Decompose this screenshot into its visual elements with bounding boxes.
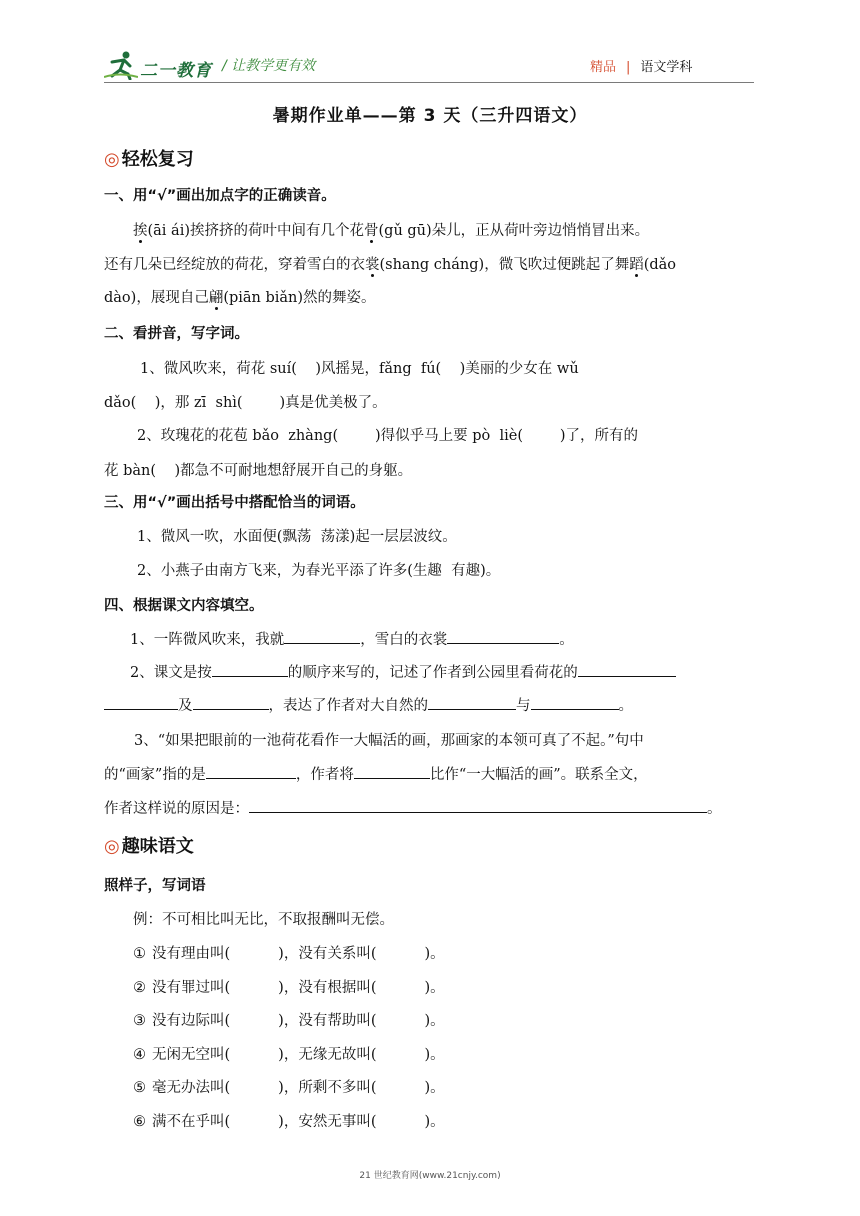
- item-text-c: )。: [424, 946, 445, 962]
- item-text-a: 毫无办法叫(: [152, 1080, 231, 1096]
- section-fun-heading: ◎ 趣味语文: [104, 836, 194, 857]
- item-text-a: 满不在乎叫(: [152, 1113, 231, 1130]
- q4-heading: 四、根据课文内容填空。: [104, 598, 264, 614]
- logo-text: 二一教育: [140, 61, 212, 81]
- fun-subheading: 照样子，写词语: [104, 878, 206, 894]
- header-separator: |: [626, 60, 631, 75]
- slogan: / 让教学更有效: [222, 58, 316, 74]
- q1-line-3: dào)，展现自己翩(piān biǎn)然的舞姿。: [104, 290, 376, 306]
- q4-item-3a: 3、“如果把眼前的一池荷花看作一大幅活的画，那画家的本领可真了不起。”句中: [134, 733, 644, 749]
- q2-item-2a: 2、玫瑰花的花苞 bǎo zhàng( )得似乎马上要 pò liè( )了，所有的: [137, 428, 639, 444]
- header-divider: [104, 82, 754, 83]
- q4-item-3b: 的“画家”指的是 ，作者将 比作“一大幅活的画”。联系全文，: [104, 763, 648, 784]
- item-number: ③: [133, 1013, 146, 1029]
- q2-item-1a: 1、微风吹来，荷花 suí( )风摇晃，fǎng fú( )美丽的少女在 wǔ: [140, 361, 579, 377]
- item-text-b: )，无缘无故叫(: [278, 1046, 377, 1063]
- list-item: [133, 1009, 445, 1030]
- item-number: ②: [133, 979, 146, 996]
- q3-item-2: 2、小燕子由南方飞来，为春光平添了许多(生趣 有趣)。: [137, 563, 501, 579]
- list-item: [133, 976, 445, 997]
- double-circle-icon: ◎: [104, 836, 120, 857]
- item-number: ⑥: [133, 1113, 146, 1130]
- q4-item-1: 1、一阵微风吹来，我就 ，雪白的衣裳 。: [130, 628, 574, 649]
- item-text-b: )，没有帮助叫(: [278, 1013, 377, 1029]
- item-number: ①: [133, 946, 146, 962]
- item-text-c: )。: [424, 1113, 445, 1130]
- q2-item-1b: dǎo( )，那 zī shì( )真是优美极了。: [104, 395, 387, 411]
- item-number: ⑤: [133, 1080, 146, 1096]
- q4-item-3c: 作者这样说的原因是： 。: [104, 797, 722, 818]
- double-circle-icon: ◎: [104, 149, 120, 170]
- item-text-a: 无闲无空叫(: [152, 1046, 231, 1063]
- q4-item-2b: 及 ，表达了作者对大自然的 与 。: [104, 694, 633, 715]
- page-title: 暑期作业单——第 3 天（三升四语文）: [272, 106, 588, 126]
- item-text-b: )，没有根据叫(: [278, 979, 377, 996]
- item-text-b: )，没有关系叫(: [278, 946, 377, 962]
- q4-item-2a: 2、课文是按 的顺序来写的，记述了作者到公园里看荷花的: [130, 661, 676, 682]
- q3-heading: 三、用“√”画出括号中搭配恰当的词语。: [104, 495, 365, 511]
- logo: [104, 50, 216, 80]
- item-text-c: )。: [424, 1013, 445, 1029]
- item-number: ④: [133, 1046, 146, 1063]
- q1-line-1: 挨(āi ái)挨挤挤的荷叶中间有几个花骨(gǔ gū)朵儿，正从荷叶旁边悄悄冒出来。: [133, 223, 650, 239]
- list-item: [133, 1110, 445, 1131]
- runner-logo-icon: [104, 50, 138, 80]
- item-text-a: 没有边际叫(: [152, 1013, 231, 1029]
- item-text-c: )。: [424, 1080, 445, 1096]
- q2-item-2b: 花 bàn( )都急不可耐地想舒展开自己的身躯。: [104, 463, 413, 479]
- fun-example: 例：不可相比叫无比，不取报酬叫无偿。: [133, 912, 394, 928]
- q3-item-1: 1、微风一吹，水面便(飘荡 荡漾)起一层层波纹。: [137, 529, 457, 545]
- footer: 21 世纪教育网(www.21cnjy.com): [359, 1171, 501, 1181]
- item-text-b: )，安然无事叫(: [278, 1113, 377, 1130]
- item-text-c: )。: [424, 1046, 445, 1063]
- q2-heading: 二、看拼音，写字词。: [104, 326, 249, 342]
- header-right: [590, 56, 692, 75]
- item-text-a: 没有罪过叫(: [152, 979, 231, 996]
- q1-heading: 一、用“√”画出加点字的正确读音。: [104, 188, 336, 204]
- quality-badge: 精品: [590, 60, 617, 75]
- item-text-a: 没有理由叫(: [152, 946, 231, 962]
- list-item: [133, 1076, 445, 1097]
- section-review-heading: ◎ 轻松复习: [104, 149, 194, 170]
- q1-line-2: 还有几朵已经绽放的荷花，穿着雪白的衣裳(shang cháng)，微飞吹过便跳起了舞蹈(dǎo: [104, 257, 677, 273]
- list-item: [133, 1043, 445, 1064]
- item-text-b: )，所剩不多叫(: [278, 1080, 377, 1096]
- list-item: [133, 942, 445, 963]
- subject-label: 语文学科: [640, 60, 693, 75]
- item-text-c: )。: [424, 979, 445, 996]
